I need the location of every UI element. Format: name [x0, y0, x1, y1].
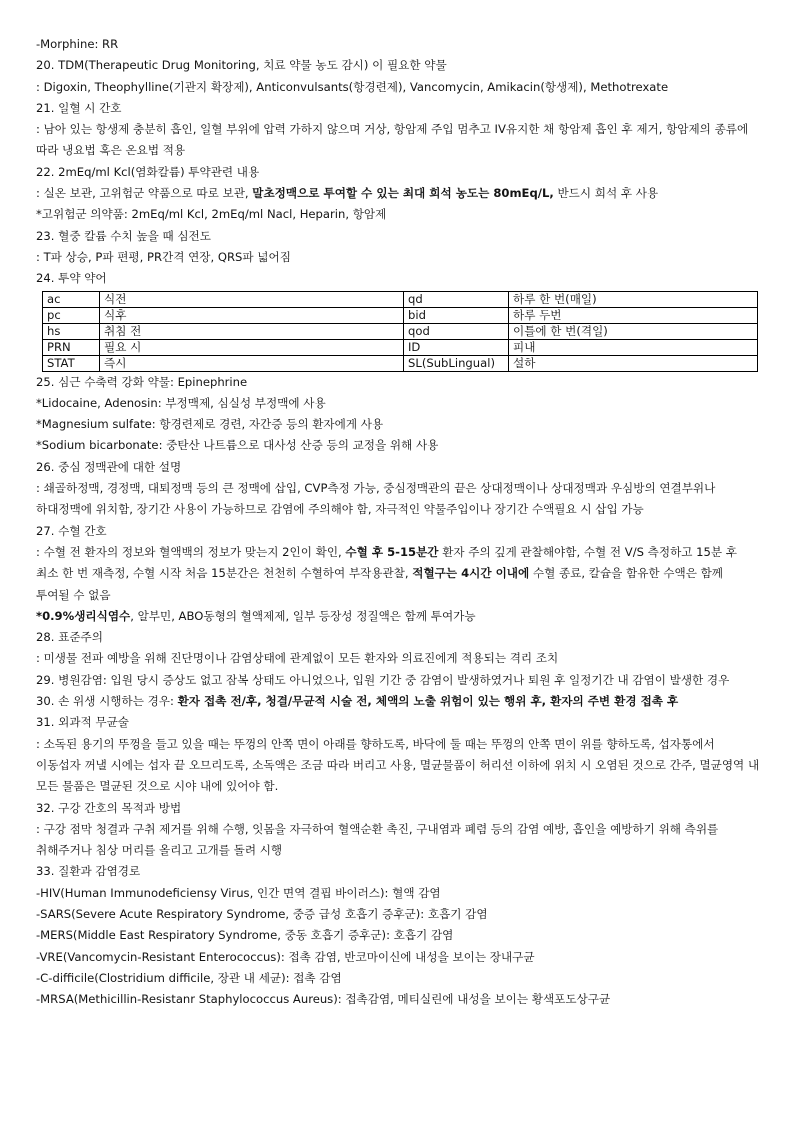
- table-row: [43, 291, 758, 307]
- document-page: [36, 34, 760, 1010]
- text-line: [36, 77, 760, 98]
- table-cell: 식후: [100, 307, 404, 323]
- text-run: 24. 투약 약어: [36, 271, 107, 286]
- text-run: , 알부민, ABO동형의 혈액제제, 일부 등장성 정질액은 함께 투여가능: [130, 608, 476, 623]
- text-run: 30. 손 위생 시행하는 경우:: [36, 694, 178, 709]
- text-line: [36, 435, 760, 456]
- text-line: [36, 119, 760, 162]
- text-line: [36, 798, 760, 819]
- text-run: 수혈 종료, 칼슘을 함유한 수액은 함께 투여될 수 없음: [36, 566, 723, 602]
- table-cell: ID: [404, 339, 509, 355]
- table-cell: STAT: [43, 355, 100, 371]
- table-cell: 식전: [100, 291, 404, 307]
- text-line: [36, 734, 760, 798]
- table-cell: 즉시: [100, 355, 404, 371]
- text-line: [36, 34, 760, 55]
- text-run: 21. 일혈 시 간호: [36, 100, 122, 115]
- text-line: [36, 861, 760, 882]
- table-cell: SL(SubLingual): [404, 355, 509, 371]
- text-run: : 수혈 전 환자의 정보와 혈액백의 정보가 맞는지 2인이 확인,: [36, 544, 346, 559]
- table-cell: bid: [404, 307, 509, 323]
- text-run: : 소독된 용기의 뚜껑을 들고 있을 때는 뚜껑의 안쪽 면이 아래를 향하도록, 바닥에 둘 때는 뚜껑의 안쪽 면이 위를 향하도록, 섭자통에서 이동섭자 꺼낼 시에는 섭자 끝 오므리도록, 소독액은 조금 따라 버리고 사용, 멸균물품이 허리선 이하에 위치 시 오염된 것으로 간주, 멸균영역 내 모든 물품은 멸균된 것으로 시야 내에 있어야 함.: [36, 736, 760, 794]
- table-cell: 이틀에 한 번(격일): [509, 323, 758, 339]
- text-run: : 실온 보관, 고위험군 약품으로 따로 보관,: [36, 186, 253, 201]
- text-line: [36, 712, 760, 733]
- text-line: [36, 925, 760, 946]
- table-row: [43, 307, 758, 323]
- text-run: -MERS(Middle East Respiratory Syndrome, 중동 호흡기 증후군): 호흡기 감염: [36, 928, 454, 943]
- text-line: [36, 989, 760, 1010]
- text-run: : Digoxin, Theophylline(기관지 확장제), Anticonvulsants(항경련제), Vancomycin, Amikacin(항생제), Methotrexate: [36, 79, 669, 94]
- document-body-upper: [36, 34, 760, 290]
- table-cell: 필요 시: [100, 339, 404, 355]
- text-line: [36, 457, 760, 478]
- text-line: [36, 670, 760, 691]
- text-run: 27. 수혈 간호: [36, 523, 107, 538]
- bold-text: 수혈 후 5-15분간: [345, 544, 439, 559]
- text-line: [36, 268, 760, 289]
- bold-text: 말초정맥으로 투여할 수 있는 최대 희석 농도는 80mEq/L,: [252, 186, 554, 201]
- text-run: 25. 심근 수축력 강화 약물: Epinephrine: [36, 374, 248, 389]
- text-run: 반드시 희석 후 사용: [553, 186, 659, 201]
- table-cell: hs: [43, 323, 100, 339]
- text-line: [36, 414, 760, 435]
- table-cell: ac: [43, 291, 100, 307]
- text-run: -Morphine: RR: [36, 37, 119, 51]
- text-run: 환자 주의 깊게 관찰해야함, 수혈 전 V/S 측정하고 15분 후 최소 한 번 재측정, 수혈 시작 처음 15분간은 천천히 수혈하여 부작용관찰,: [36, 544, 737, 581]
- text-line: [36, 691, 760, 712]
- text-line: [36, 819, 760, 862]
- text-run: 32. 구강 간호의 목적과 방법: [36, 800, 182, 815]
- table-row: [43, 323, 758, 339]
- text-run: *Lidocaine, Adenosin: 부정맥제, 심실성 부정맥에 사용: [36, 395, 326, 410]
- text-line: [36, 55, 760, 76]
- text-run: *Magnesium sulfate: 항경련제로 경련, 자간증 등의 환자에게 사용: [36, 417, 384, 432]
- text-line: [36, 183, 760, 204]
- document-body-lower: [36, 372, 760, 1011]
- text-line: [36, 372, 760, 393]
- text-line: [36, 226, 760, 247]
- text-run: -MRSA(Methicillin-Resistanr Staphylococcus Aureus): 접촉감염, 메티실린에 내성을 보이는 황색포도상구균: [36, 992, 611, 1007]
- text-run: 28. 표준주의: [36, 630, 103, 645]
- text-line: [36, 904, 760, 925]
- text-line: [36, 542, 760, 606]
- text-line: [36, 968, 760, 989]
- text-run: 33. 질환과 감염경로: [36, 864, 141, 879]
- table-cell: 피내: [509, 339, 758, 355]
- bold-text: 환자 접촉 전/후, 청결/무균적 시술 전, 체액의 노출 위험이 있는 행위 후, 환자의 주변 환경 접촉 후: [177, 694, 679, 709]
- text-line: [36, 247, 760, 268]
- text-run: 23. 혈중 칼륨 수치 높을 때 심전도: [36, 228, 211, 243]
- table-cell: 취침 전: [100, 323, 404, 339]
- text-run: -C-difficile(Clostridium difficile, 장관 내 세균): 접촉 감염: [36, 970, 342, 985]
- text-line: [36, 521, 760, 542]
- table-cell: PRN: [43, 339, 100, 355]
- text-run: 20. TDM(Therapeutic Drug Monitoring, 치료 약물 농도 감시) 이 필요한 약물: [36, 58, 447, 73]
- table-row: [43, 355, 758, 371]
- table-cell: pc: [43, 307, 100, 323]
- text-line: [36, 204, 760, 225]
- text-line: [36, 648, 760, 669]
- text-line: [36, 162, 760, 183]
- text-run: *고위험군 의약품: 2mEq/ml Kcl, 2mEq/ml Nacl, Heparin, 항암제: [36, 207, 387, 222]
- table-cell: 하루 두번: [509, 307, 758, 323]
- text-line: [36, 606, 760, 627]
- table-cell: 하루 한 번(매일): [509, 291, 758, 307]
- text-line: [36, 627, 760, 648]
- text-run: : 구강 점막 청결과 구취 제거를 위해 수행, 잇몸을 자극하여 혈액순환 촉진, 구내염과 폐렴 등의 감염 예방, 흡인을 예방하기 위해 측위를 취해주거나 침상 머리를 올리고 고개를 돌려 시행: [36, 821, 719, 858]
- text-run: 22. 2mEq/ml Kcl(염화칼륨) 투약관련 내용: [36, 164, 260, 179]
- text-run: -VRE(Vancomycin-Resistant Enterococcus): 접촉 감염, 반코마이신에 내성을 보이는 장내구균: [36, 949, 535, 964]
- table-cell: qod: [404, 323, 509, 339]
- text-run: -SARS(Severe Acute Respiratory Syndrome, 중증 급성 호흡기 증후군): 호흡기 감염: [36, 906, 488, 921]
- text-line: [36, 883, 760, 904]
- abbreviation-table: [42, 291, 758, 372]
- table-cell: qd: [404, 291, 509, 307]
- text-line: [36, 947, 760, 968]
- text-run: 26. 중심 정맥관에 대한 설명: [36, 459, 182, 474]
- text-run: *Sodium bicarbonate: 중탄산 나트륨으로 대사성 산증 등의 교정을 위해 사용: [36, 438, 439, 453]
- text-line: [36, 98, 760, 119]
- text-line: [36, 478, 760, 521]
- text-run: : 미생물 전파 예방을 위해 진단명이나 감염상태에 관계없이 모든 환자와 의료진에게 적용되는 격리 조치: [36, 651, 559, 666]
- text-run: : 남아 있는 항생제 충분히 흡인, 일혈 부위에 압력 가하지 않으며 거상, 항암제 주입 멈추고 IV유지한 채 항암제 흡인 후 제거, 항암제의 종류에 따라 냉요법 혹은 온요법 적용: [36, 122, 749, 158]
- text-run: : 쇄골하정맥, 경정맥, 대퇴정맥 등의 큰 정맥에 삽입, CVP측정 가능, 중심정맥관의 끝은 상대정맥이나 상대정맥과 우심방의 연결부위나 하대정맥에 위치함, 장기간 사용이 가능하므로 감염에 주의해야 함, 자극적인 약물주입이나 장기간 수액필요 시 삽입 가능: [36, 481, 716, 517]
- text-run: 31. 외과적 무균술: [36, 715, 130, 730]
- text-run: : T파 상승, P파 편평, PR간격 연장, QRS파 넓어짐: [36, 249, 291, 264]
- text-run: 29. 병원감염: 입원 당시 증상도 없고 잠복 상태도 아니었으나, 입원 기간 중 감염이 발생하였거나 퇴원 후 일정기간 내 감염이 발생한 경우: [36, 672, 730, 687]
- bold-text: *0.9%생리식염수: [36, 608, 131, 623]
- text-line: [36, 393, 760, 414]
- table-row: [43, 339, 758, 355]
- bold-text: 적혈구는 4시간 이내에: [412, 566, 530, 581]
- table-cell: 설하: [509, 355, 758, 371]
- text-run: -HIV(Human Immunodeficiensy Virus, 인간 면역 결핍 바이러스): 혈액 감염: [36, 885, 441, 900]
